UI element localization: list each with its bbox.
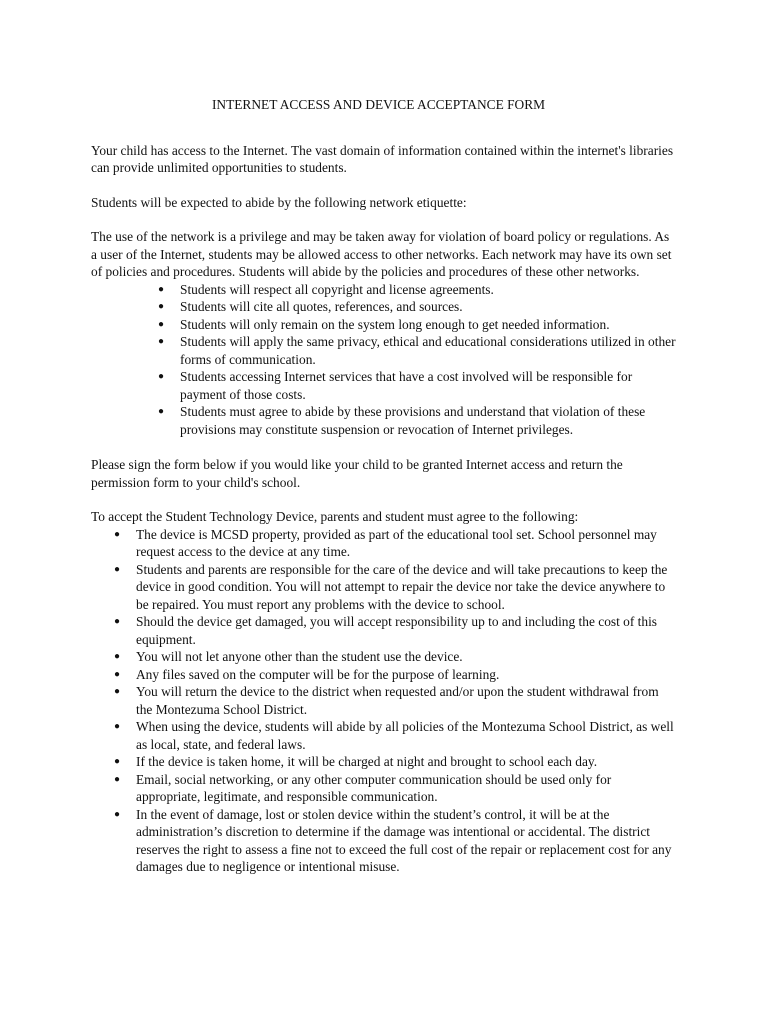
- intro-paragraph: Your child has access to the Internet. The vast domain of information contained within the internet's libraries can provide unlimited opportunities to students.: [91, 142, 674, 175]
- list-item: ● Students will cite all quotes, references, and sources.: [158, 299, 463, 314]
- bullet-icon: ●: [158, 336, 165, 347]
- list-item: ● Students and parents are responsible for the care of the device and will take precautions to keep the device in good condition. You will not attempt to repair the device nor take the device anywhere to be repaired. You must report any problems with the device to school.: [114, 561, 668, 612]
- bullet-icon: ●: [114, 668, 121, 680]
- list-item: ● Students will respect all copyright and license agreements.: [158, 281, 494, 297]
- list-item: ● You will return the device to the district when requested and/or upon the student withdrawal from the Montezuma School District.: [114, 684, 659, 717]
- list-item: ● In the event of damage, lost or stolen device within the student’s control, it will be at the administration’s discretion to determine if the damage was intentional or accidental. The district reserves the right to assess a fine not to exceed the full cost of the repair or replacement cost for any damages due to negligence or intentional misuse.: [114, 806, 672, 874]
- bullet-icon: ●: [114, 563, 121, 575]
- bullet-icon: ●: [114, 721, 121, 732]
- list-item: ● When using the device, students will abide by all policies of the Montezuma School District, as well as local, state, and federal laws.: [114, 719, 674, 752]
- list-item: ● If the device is taken home, it will be charged at night and brought to school each day.: [114, 754, 598, 769]
- bullet-icon: ●: [114, 528, 121, 540]
- list-item: ● Students will apply the same privacy, ethical and educational considerations utilized in other forms of communication.: [158, 334, 676, 367]
- sign-paragraph: Please sign the form below if you would like your child to be granted Internet access and return the permission form to your child's school.: [91, 457, 623, 490]
- list-item: ● Students must agree to abide by these provisions and understand that violation of these provisions may constitute suspension or revocation of Internet privileges.: [158, 404, 646, 437]
- etiquette-lead: Students will be expected to abide by the following network etiquette:: [91, 194, 467, 210]
- list-item: ● You will not let anyone other than the student use the device.: [114, 649, 463, 664]
- bullet-icon: ●: [158, 318, 165, 330]
- device-list: [111, 526, 676, 876]
- bullet-icon: ●: [158, 406, 165, 417]
- bullet-icon: ●: [114, 616, 121, 627]
- form-title: INTERNET ACCESS AND DEVICE ACCEPTANCE FORM: [211, 97, 546, 112]
- etiquette-list: [155, 281, 676, 439]
- document-page: [91, 96, 676, 876]
- bullet-icon: ●: [114, 773, 121, 785]
- list-item: ● Students accessing Internet services that have a cost involved will be responsible for payment of those costs.: [158, 369, 633, 402]
- list-item: ● Any files saved on the computer will be for the purpose of learning.: [114, 666, 500, 682]
- bullet-icon: ●: [158, 283, 165, 295]
- privilege-paragraph: The use of the network is a privilege and may be taken away for violation of board policy or regulations. As a user of the Internet, students may be allowed access to other networks. Each network may have its own set of policies and procedures. Students will abide by the policies and procedures of these other networks.: [91, 229, 672, 279]
- bullet-icon: ●: [158, 301, 165, 312]
- bullet-icon: ●: [114, 808, 121, 820]
- list-item: ● Email, social networking, or any other computer communication should be used only for appropriate, legitimate, and responsible communication.: [114, 771, 612, 804]
- device-lead: To accept the Student Technology Device, parents and student must agree to the following:: [91, 509, 579, 524]
- list-item: ● The device is MCSD property, provided as part of the educational tool set. School personnel may request access to the device at any time.: [114, 526, 657, 559]
- bullet-icon: ●: [158, 371, 165, 382]
- list-item: ● Students will only remain on the system long enough to get needed information.: [158, 316, 610, 332]
- bullet-icon: ●: [114, 686, 121, 697]
- list-item: ● Should the device get damaged, you will accept responsibility up to and including the cost of this equipment.: [114, 614, 658, 647]
- bullet-icon: ●: [114, 756, 121, 767]
- bullet-icon: ●: [114, 651, 121, 662]
